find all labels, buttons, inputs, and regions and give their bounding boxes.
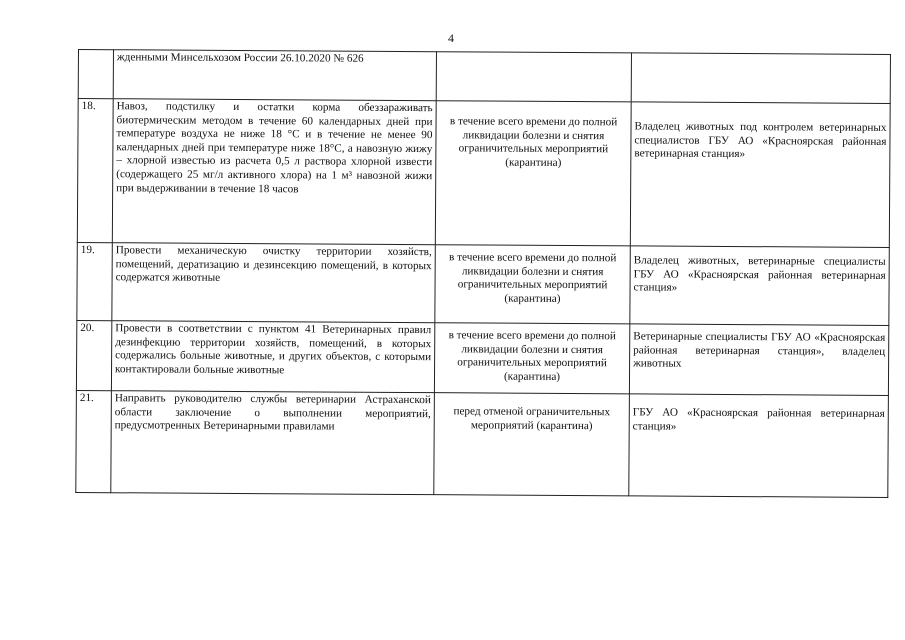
term-text: перед отменой ограничительных мероприятий (карантина) [453,405,611,432]
action-cell: Навоз, подстилку и остатки корма обеззараживать биотермическим методом в течение 60 календарных дней при температуре воздуха не ниже 18 °С и в течение не менее 90 календарных дней при температуре ниже 18°С, а навозную жижу – хлорной известью из расчета 0,5 л раствора хлорной извести (содержащего 25 мг/л активного хлора) на 1 м³ навозной жижи при выдерживании в течение 18 часов [112,99,436,245]
term-cell [435,245,630,324]
responsible-cell: Владелец животных под контролем ветеринарных специалистов ГБУ АО «Красноярская районная ветеринарная станция» [630,102,890,248]
table-row [78,50,890,104]
action-cell: Провести механическую очистку территории хозяйств, помещений, дератизацию и дезинсекцию помещений, в которых содержатся животные [112,243,435,323]
responsible-cell: ГБУ АО «Красноярская районная ветеринарная станция» [629,394,889,498]
term-note: (карантина) [505,156,562,169]
row-number: 21. [76,390,112,492]
action-cell: Направить руководителю службы ветеринарии Астраханской области заключение о выполнении мероприятий, предусмотренных Ветеринарными правилами [111,391,435,495]
term-note: (карантина) [504,292,561,305]
row-number [78,50,113,99]
row-number: 19. [77,242,112,320]
row-number: 18. [77,99,113,243]
term-cell [436,52,631,102]
page-number: 4 [448,31,454,45]
term-cell [435,101,631,246]
term-text: в течение всего времени до полной ликвидации болезни и снятия ограничительных мероприятий [449,251,617,292]
table-row [76,320,888,395]
row-number: 20. [76,320,111,390]
responsible-cell: Владелец животных, ветеринарные специалисты ГБУ АО «Красноярская районная ветеринарная станция» [630,246,889,326]
term-cell [434,323,629,394]
term-text: в течение всего времени до полной ликвидации болезни и снятия ограничительных мероприятий [448,329,616,370]
responsible-cell: Ветеринарные специалисты ГБУ АО «Красноярская районная ветеринарная станция», владелец животных [629,324,888,396]
action-cell: Провести в соответствии с пунктом 41 Ветеринарных правил дезинфекцию территории хозяйств, помещений, в которых содержались больные животные, и других объектов, с которыми контактировали больные животные [111,321,434,393]
table-row [77,242,889,325]
term-cell [434,393,630,496]
term-note: (карантина) [503,370,561,383]
action-cell: жденными Минсельхозом России 26.10.2020 № 626 [113,50,436,101]
table-row [76,390,889,497]
measures-table [75,49,891,498]
responsible-cell [631,53,890,104]
table-row [77,99,890,248]
term-text: в течение всего времени до полной ликвидации болезни и снятия ограничительных мероприятий [449,115,618,156]
